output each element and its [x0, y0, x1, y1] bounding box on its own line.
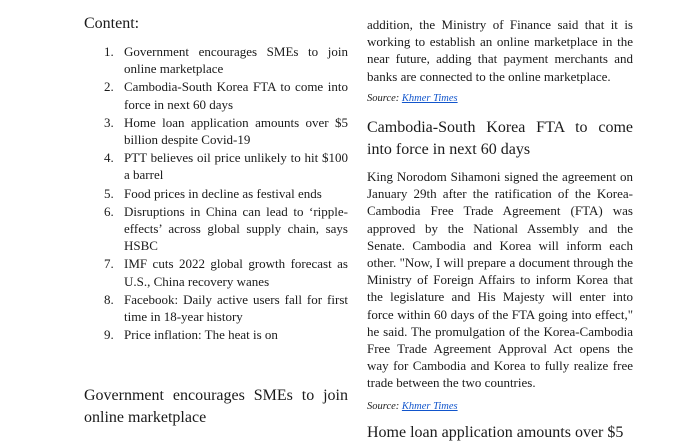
toc-item: [84, 326, 348, 343]
toc-text: Government encourages SMEs to join online marketplace: [124, 44, 348, 77]
right-column: [367, 0, 633, 441]
article-paragraph: King Norodom Sihamoni signed the agreement on January 29th after the ratification of the Korea-Cambodia Free Trade Agreement (FTA) was approved by the National Assembly and the Senate. Cambodia and Korea will inform each other. "Now, I will prepare a document through the Ministry of Foreign Affairs to inform Korea that the legislature and His Majesty will enter into force within 60 days of the FTA going into effect," he said. The promulgation of the Korea-Cambodia Free Trade Agreement Approval Act opens the way for Cambodia and Korea to fully realize free trade between the two countries.: [367, 169, 633, 391]
continued-paragraph: addition, the Ministry of Finance said that it is working to establish an online marketplace in the near future, adding that payment merchants and banks are connected to the online marketplace.: [367, 17, 633, 84]
toc-number: 5.: [104, 185, 114, 201]
toc-item: [84, 203, 348, 255]
toc-item: [84, 114, 348, 148]
toc-item: [84, 291, 348, 325]
content-heading: Content:: [84, 15, 140, 32]
toc-item: [84, 185, 348, 202]
toc-text: Cambodia-South Korea FTA to come into force in next 60 days: [124, 79, 348, 112]
source-line: [367, 92, 458, 105]
toc-number: 1.: [104, 44, 114, 59]
toc-text: Price inflation: The heat is on: [124, 327, 278, 343]
left-column: [84, 0, 348, 430]
source-label: Source:: [367, 93, 402, 104]
toc-number: 8.: [104, 291, 114, 307]
toc-text: PTT believes oil price unlikely to hit $100 a barrel: [124, 150, 348, 183]
table-of-contents: [84, 43, 348, 344]
toc-number: 2.: [104, 79, 114, 95]
toc-item: [84, 149, 348, 183]
toc-number: 4.: [104, 150, 114, 166]
toc-item: [84, 78, 348, 112]
toc-number: 9.: [104, 327, 114, 343]
source-link[interactable]: Khmer Times: [401, 93, 458, 104]
toc-text: Food prices in decline as festival ends: [124, 185, 322, 201]
source-label: Source:: [367, 401, 402, 412]
toc-text: IMF cuts 2022 global growth forecast as U.S., China recovery wanes: [124, 256, 348, 289]
toc-number: 3.: [104, 114, 114, 130]
next-article-heading: Home loan application amounts over $5: [367, 424, 624, 441]
source-line: [367, 400, 458, 413]
toc-item: [84, 43, 348, 77]
toc-item: [84, 255, 348, 289]
section-heading: Government encourages SMEs to join online marketplace: [84, 387, 348, 426]
toc-text: Disruptions in China can lead to ‘ripple-effects’ across global supply chain, says HSBC: [124, 203, 348, 254]
toc-number: 7.: [104, 256, 114, 272]
source-link[interactable]: Khmer Times: [401, 401, 458, 412]
toc-text: Home loan application amounts over $5 billion despite Covid-19: [124, 114, 348, 148]
article-heading: Cambodia-South Korea FTA to come into force in next 60 days: [367, 119, 633, 158]
toc-number: 6.: [104, 203, 114, 219]
toc-text: Facebook: Daily active users fall for first time in 18-year history: [124, 291, 348, 325]
